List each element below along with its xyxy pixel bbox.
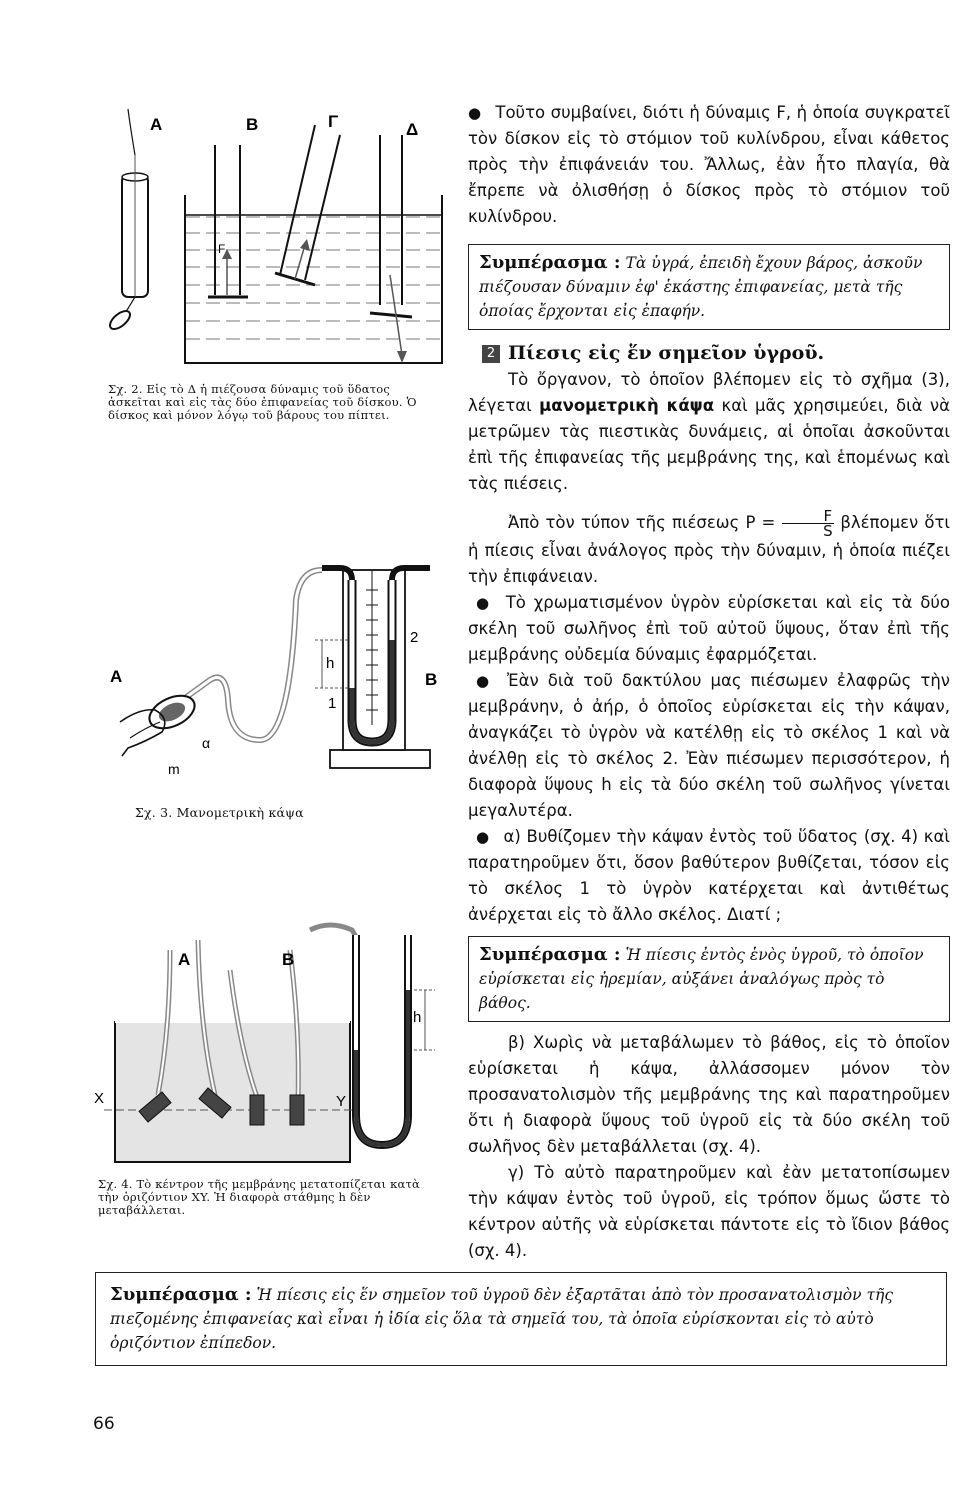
fig4-label-h: h	[413, 1009, 422, 1026]
conclusion-box-3: Συμπέρασμα : Ἡ πίεσις εἰς ἕν σημεῖον τοῦ ὑγροῦ δὲν ἐξαρτᾶται ἀπὸ τὸν προσανατολισμὸν τῆς πιεζομένης ἐπιφανείας καὶ εἶναι ἡ ἰδία εἰς ὅλα τὰ σημεῖά του, τὰ ὁποῖα εὑρίσκονται εἰς τὸ αὐτὸ ὁριζόντιον ἐπίπεδον.	[95, 1272, 947, 1366]
paragraph-2: Τὸ ὄργανον, τὸ ὁποῖον βλέπομεν εἰς τὸ σχῆμα (3), λέγεται μανομετρικὴ κάψα καὶ μᾶς χρησιμεύει, διὰ νὰ μετρῶμεν τὰς πιεστικὰς δυνάμεις, αἱ ὁποῖαι ἀσκοῦνται ἐπὶ τῆς ἐπιφανείας τῆς μεμβράνης της, καὶ ἑπομένως καὶ τὰς πιέσεις.	[468, 370, 951, 493]
fig2-label-b: B	[246, 115, 259, 134]
page-number: 66	[93, 1414, 115, 1434]
paragraph-3: Ἀπὸ τὸν τύπον τῆς πιέσεως P = $\frac{F}{S}$ βλέπομεν ὅτι ἡ πίεσις εἶναι ἀνάλογος πρὸς τὴν δύναμιν, ἡ ὁποία πιέζει τὴν ἐπιφάνειαν.	[468, 507, 950, 586]
paragraph-8: γ) Τὸ αὐτὸ παρατηροῦμεν καὶ ἐὰν μετατοπίσωμεν τὴν κάψαν ἐντὸς τοῦ ὑγροῦ, εἰς τρόπον ὅμως ὥστε τὸ κέντρον αὐτῆς νὰ εὑρίσκεται πάντοτε εἰς τὸ ἴδιον βάθος (σχ. 4).	[468, 1163, 950, 1260]
fig4-label-x: X	[94, 1090, 105, 1107]
fig3-label-alpha: α	[202, 735, 211, 751]
formula-fraction: $\frac{F}{S}$	[782, 509, 835, 538]
fig4-label-y: Y	[336, 1093, 347, 1110]
figure-2-caption: Σχ. 2. Εἰς τὸ Δ ἡ πιέζουσα δύναμις τοῦ ὕδατος ἀσκεῖται καὶ εἰς τὰς δύο ἐπιφανείας τοῦ δίσκου. Ὁ δίσκος καὶ μόνον λόγῳ τοῦ βάρους του πίπτει.	[108, 382, 417, 422]
paragraph-1: ● Τοῦτο συμβαίνει, διότι ἡ δύναμις F, ἡ ὁποία συγκρατεῖ τὸν δίσκον εἰς τὸ στόμιον τοῦ κυλίνδρου, εἶναι κάθετος πρὸς τὴν ἐπιφάνειάν του. Ἄλλως, ἐὰν ἦτο πλαγία, θὰ ἔπρεπε νὰ ὀλισθήσῃ ὁ δίσκος πρὸς τὸ στόμιον τοῦ κυλίνδρου.	[468, 100, 950, 230]
fig3-label-m: m	[168, 761, 180, 777]
fig3-label-a: A	[110, 667, 123, 686]
fig2-label-g: Γ	[328, 112, 339, 131]
paragraph-6: ● α) Βυθίζομεν τὴν κάψαν ἐντὸς τοῦ ὕδατος (σχ. 4) καὶ παρατηροῦμεν ὅτι, ὅσον βαθύτερον βυθίζεται, τόσον εἰς τὸ σκέλος 1 τὸ ὑγρὸν κατέρχεται καὶ ἀντιθέτως ἀνέρχεται εἰς τὸ ἄλλο σκέλος. Διατί ;	[468, 824, 950, 928]
fig2-label-d: Δ	[406, 120, 419, 139]
paragraph-7: β) Χωρὶς νὰ μεταβάλωμεν τὸ βάθος, εἰς τὸ ὁποῖον εὑρίσκεται ἡ κάψα, ἀλλάσσομεν μόνον τὸν προσανατολισμὸν τῆς μεμβράνης της καὶ παρατηροῦμεν ὅτι ἡ διαφορὰ ὕψους τοῦ ὑγροῦ εἰς τὰ δύο σκέλη τοῦ σωλῆνος δὲν μεταβάλλεται (σχ. 4).	[468, 1033, 950, 1156]
figure-3-diagram	[100, 560, 445, 790]
fig2-force-label: F	[218, 242, 226, 256]
figure-4-caption: Σχ. 4. Τὸ κέντρον τῆς μεμβράνης μετατοπίζεται κατὰ τὴν ὁριζόντιον XY. Ἡ διαφορὰ στάθμης h δὲν μεταβάλλεται.	[98, 1177, 420, 1217]
fig3-label-2: 2	[410, 629, 419, 646]
fig3-label-b: B	[425, 670, 438, 689]
text-column	[468, 100, 950, 1264]
paragraph-4: ● Τὸ χρωματισμένον ὑγρὸν εὑρίσκεται καὶ εἰς τὰ δύο σκέλη τοῦ σωλῆνος ἐπὶ τοῦ αὐτοῦ ὕψους, ὅταν ἐπὶ τῆς μεμβράνης οὐδεμία δύναμις ἐφαρμόζεται.	[468, 590, 950, 668]
fig4-label-b: B	[282, 950, 295, 969]
section-heading	[482, 340, 950, 367]
fig4-label-a: A	[178, 950, 191, 969]
fig3-label-h: h	[326, 655, 335, 672]
fig3-label-1: 1	[328, 695, 337, 712]
figure-3-caption: Σχ. 3. Μανομετρικὴ κάψα	[135, 805, 304, 820]
figure-4-diagram	[90, 910, 445, 1170]
fig2-label-a: A	[150, 115, 163, 134]
paragraph-5: ● Ἐὰν διὰ τοῦ δακτύλου μας πιέσωμεν ἐλαφρῶς τὴν μεμβράνην, ὁ ἀήρ, ὁ ὁποῖος εὑρίσκεται εἰς τὴν κάψαν, ἀναγκάζει τὸ ὑγρὸν νὰ κατέλθῃ εἰς τὸ σκέλος 1 καὶ νὰ ἀνέλθῃ εἰς τὸ σκέλος 2. Ἐὰν πιέσωμεν περισσότερον, ἡ διαφορὰ ὕψους h εἰς τὰ δύο σκέλη τοῦ σωλῆνος γίνεται μεγαλυτέρα.	[468, 668, 950, 824]
section-title: Πίεσις εἰς ἕν σημεῖον ὑγροῦ.	[508, 342, 825, 364]
conclusion-box-1: Συμπέρασμα : Τὰ ὑγρά, ἐπειδὴ ἔχουν βάρος, ἀσκοῦν πιέζουσαν δύναμιν ἐφ' ἑκάστης ἐπιφανείας, μετὰ τῆς ὁποίας ἔρχονται εἰς ἐπαφήν.	[468, 244, 950, 330]
conclusion-box-2: Συμπέρασμα : Ἡ πίεσις ἐντὸς ἑνὸς ὑγροῦ, τὸ ὁποῖον εὑρίσκεται εἰς ἠρεμίαν, αὐξάνει ἀναλόγως πρὸς τὸ βάθος.	[468, 936, 950, 1022]
section-number: 2	[482, 345, 500, 363]
figure-2-diagram	[100, 105, 445, 375]
